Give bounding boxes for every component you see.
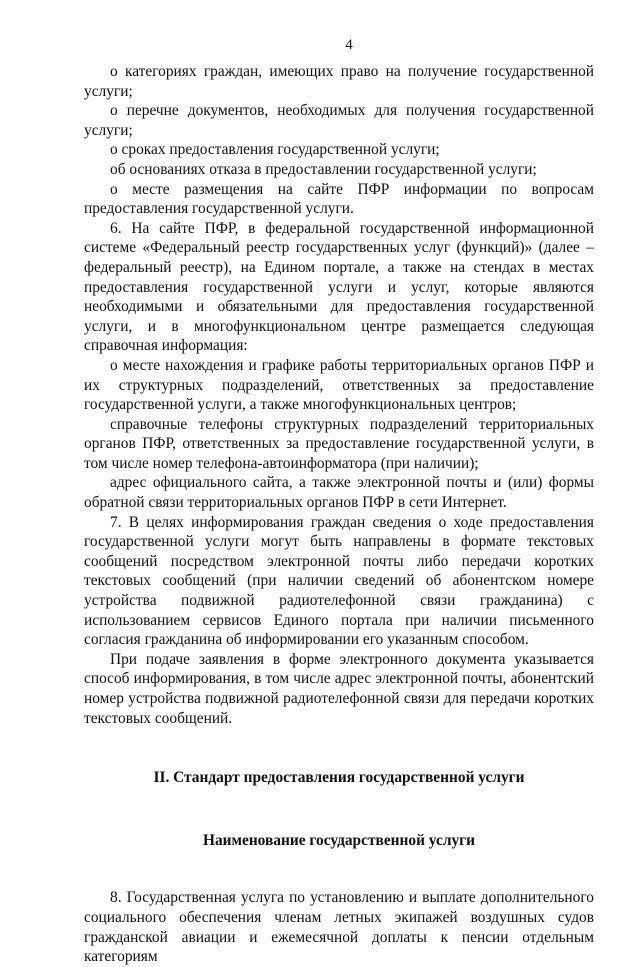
subsection-heading: Наименование государственной услуги [202, 831, 476, 849]
paragraph: о месте размещения на сайте ПФР информации по вопросам предоставления государственной услуги. [84, 180, 594, 218]
page-number: 4 [345, 37, 353, 53]
body-top [84, 62, 594, 728]
paragraph: о сроках предоставления государственной услуги; [110, 141, 440, 159]
paragraph: 6. На сайте ПФР, в федеральной государственной информационной системе «Федеральный реестр государственных услуг (функций)» (далее – федеральный реестр), на Едином портале, а также на стендах в местах предоставления государственной услуги и услуг, которые являются необходимыми и обязательными для предоставления государственной услуги, и в многофункциональном центре размещается следующая справочная информация: [84, 219, 594, 355]
paragraph: о категориях граждан, имеющих право на получение государственной услуги; [84, 63, 594, 100]
paragraph: справочные телефоны структурных подразделений территориальных органов ПФР, ответственных за предоставление государственной услуги, в том числе номер телефона-автоинформатора (при наличии); [84, 415, 594, 472]
paragraph: о месте нахождения и графике работы территориальных органов ПФР и их структурных подразделений, ответственных за предоставление государственной услуги, а также многофункциональных центров; [84, 356, 594, 414]
paragraph: При подаче заявления в форме электронного документа указывается способ информирования, в том числе адрес электронной почты, абонентский номер устройства подвижной радиотелефонной связи для передачи коротких текстовых сообщений. [84, 650, 594, 727]
body-bottom [84, 888, 594, 966]
paragraph: об основаниях отказа в предоставлении государственной услуги; [110, 160, 537, 178]
section-heading: II. Стандарт предоставления государственной услуги [153, 769, 525, 787]
paragraph: 7. В целях информирования граждан сведения о ходе предоставления государственной услуги могут быть направлены в формате текстовых сообщений посредством электронной почты либо передачи коротких текстовых сообщений (при наличии сведений об абонентском номере устройства подвижной радиотелефонной связи гражданина) с использованием сервисов Единого портала при наличии письменного согласия гражданина об информировании его указанным способом. [84, 513, 594, 649]
paragraph: адрес официального сайта, а также электронной почты и (или) формы обратной связи территориальных органов ПФР в сети Интернет. [84, 474, 594, 512]
paragraph: о перечне документов, необходимых для получения государственной услуги; [84, 102, 594, 139]
paragraph: 8. Государственная услуга по установлению и выплате дополнительного социального обеспечения членам летных экипажей воздушных судов гражданской авиации и ежемесячной доплаты к пенсии отдельным категориям [84, 889, 594, 966]
